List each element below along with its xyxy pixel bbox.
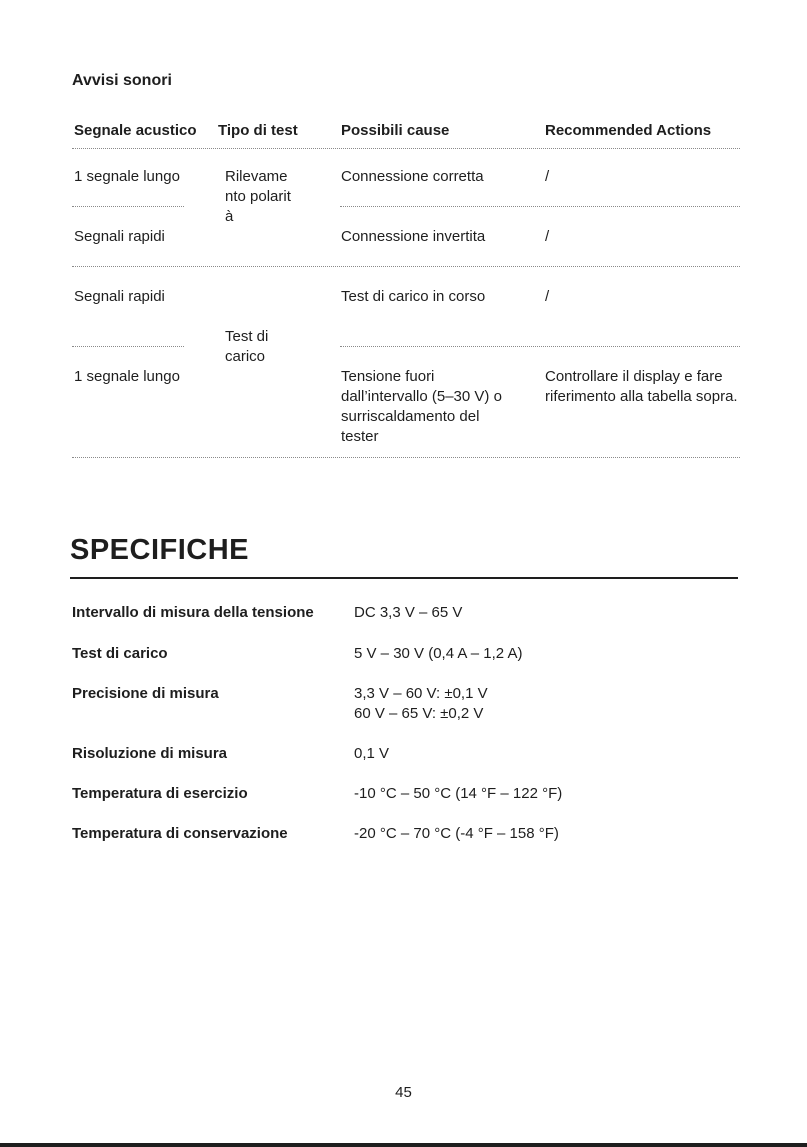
spec-value-accuracy: 3,3 V – 60 V: ±0,1 V: [354, 685, 488, 702]
spec-value-voltage-range: DC 3,3 V – 65 V: [354, 604, 463, 621]
header-actions: Recommended Actions: [545, 122, 712, 139]
spec-value-resolution: 0,1 V: [354, 745, 390, 762]
group1-test-type: Rilevamento polarità: [225, 168, 291, 225]
page-number: 45: [395, 1084, 412, 1101]
row2-signal: Segnali rapidi: [74, 228, 165, 245]
header-causes: Possibili cause: [341, 122, 450, 139]
spec-label-storage-temp: Temperatura di conservazione: [72, 825, 288, 842]
row1-signal: 1 segnale lungo: [74, 168, 180, 185]
row3-divider-right: [340, 346, 740, 347]
row1-divider-signal: [72, 206, 184, 207]
row4-signal: 1 segnale lungo: [74, 368, 180, 385]
row3-signal: Segnali rapidi: [74, 288, 165, 305]
row3-cause: Test di carico in corso: [341, 288, 486, 305]
header-test-type: Tipo di test: [218, 122, 298, 139]
group2-test-type: Test di carico: [225, 328, 269, 365]
spec-value-operating-temp: -10 °C – 50 °C (14 °F – 122 °F): [354, 785, 563, 802]
spec-label-accuracy: Precisione di misura: [72, 685, 219, 702]
bottom-edge-bar: [0, 1143, 807, 1147]
row3-divider-signal: [72, 346, 184, 347]
row4-action: Controllare il display e fare riferimento alla tabella sopra.: [545, 368, 738, 405]
table-bottom-divider: [72, 457, 740, 458]
spec-value-load-test: 5 V – 30 V (0,4 A – 1,2 A): [354, 645, 523, 662]
spec-value-storage-temp: -20 °C – 70 °C (-4 °F – 158 °F): [354, 825, 559, 842]
row1-divider-right: [340, 206, 740, 207]
section-title-alarms: Avvisi sonori: [72, 72, 172, 89]
spec-label-resolution: Risoluzione di misura: [72, 745, 228, 762]
spec-value-accuracy-2: 60 V – 65 V: ±0,2 V: [354, 705, 484, 722]
spec-label-operating-temp: Temperatura di esercizio: [72, 785, 248, 802]
specs-heading: SPECIFICHE: [70, 534, 250, 566]
row3-action: /: [545, 288, 550, 305]
spec-label-voltage-range: Intervallo di misura della tensione: [72, 604, 314, 621]
row1-action: /: [545, 168, 550, 185]
row1-cause: Connessione corretta: [341, 168, 484, 185]
row4-cause: Tensione fuori dall’intervallo (5–30 V) o surriscaldamento del tester: [341, 368, 502, 445]
header-divider: [72, 148, 740, 149]
header-signal: Segnale acustico: [74, 122, 197, 139]
specs-heading-rule: [70, 577, 738, 579]
row2-cause: Connessione invertita: [341, 228, 486, 245]
group1-divider: [72, 266, 740, 267]
spec-label-load-test: Test di carico: [72, 645, 168, 662]
row2-action: /: [545, 228, 550, 245]
